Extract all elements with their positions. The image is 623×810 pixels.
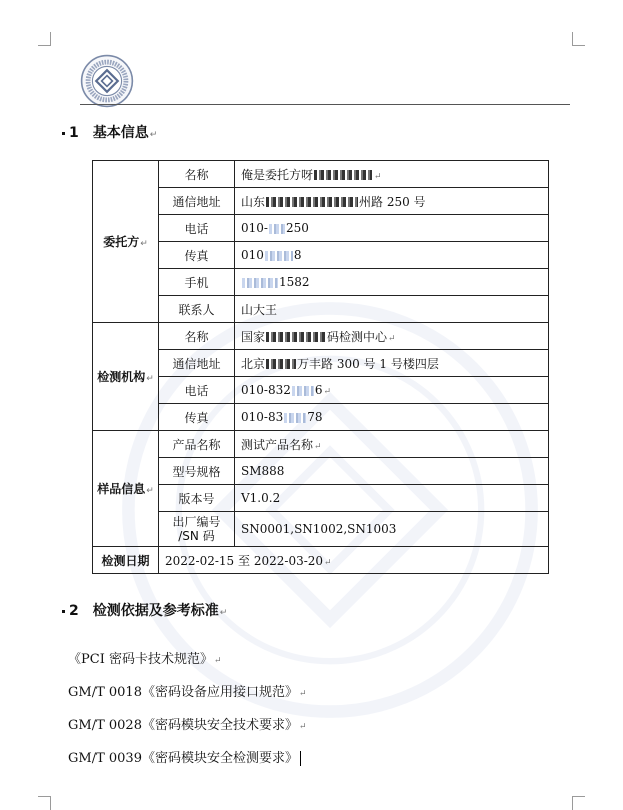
basic-info-table: [92, 160, 549, 574]
field-label: 通信地址: [159, 188, 235, 215]
table-row: [93, 485, 549, 512]
section-heading-1: [62, 122, 157, 142]
test-date-value: 2022-02-15 至 2022-03-20↵: [159, 547, 549, 574]
client-contact-value: 山大王: [235, 296, 549, 323]
crop-mark: [572, 32, 573, 46]
lab-name-value: 国家 码检测中心↵: [235, 323, 549, 350]
section-title: 基本信息: [92, 125, 149, 141]
section-heading-2: 2 检测依据及参考标准↵: [62, 600, 227, 620]
crop-mark: [50, 796, 51, 810]
field-label: 版本号: [159, 485, 235, 512]
client-mobile-value: 1582: [235, 269, 549, 296]
paragraph-mark: ↵: [149, 130, 158, 140]
table-row: [93, 161, 549, 188]
header-rule: [80, 104, 570, 105]
lab-fax-value: 010-83 78: [235, 404, 549, 431]
field-label: 型号规格: [159, 458, 235, 485]
table-row: [93, 458, 549, 485]
group-label-client: 委托方↵: [93, 161, 159, 323]
table-row: [93, 404, 549, 431]
reference-item[interactable]: GM/T 0039《密码模块安全检测要求》: [68, 747, 301, 766]
field-label: 出厂编号 /SN 码: [159, 512, 235, 547]
table-row: [93, 512, 549, 547]
field-label: 联系人: [159, 296, 235, 323]
group-label-lab: 检测机构↵: [93, 323, 159, 431]
reference-item: GM/T 0018《密码设备应用接口规范》↵: [68, 685, 307, 700]
table-row: [93, 269, 549, 296]
client-name-value: 俺是委托方呀 ↵: [235, 161, 549, 188]
table-row: [93, 350, 549, 377]
table-row: [93, 547, 549, 574]
table-row: [93, 296, 549, 323]
crop-mark: [573, 45, 585, 46]
table-row: [93, 215, 549, 242]
table-row: [93, 323, 549, 350]
heading-bullet: [62, 610, 65, 613]
field-label: 传真: [159, 404, 235, 431]
field-label: 通信地址: [159, 350, 235, 377]
field-label: 产品名称: [159, 431, 235, 458]
section-title: 检测依据及参考标准: [92, 603, 219, 619]
table-row: [93, 377, 549, 404]
section-number: 1: [69, 125, 79, 141]
group-label-sample: 样品信息↵: [93, 431, 159, 547]
field-label: 传真: [159, 242, 235, 269]
lab-address-value: 北京 万丰路 300 号 1 号楼四层: [235, 350, 549, 377]
crop-mark: [573, 796, 585, 797]
sample-version-value: V1.0.2: [235, 485, 549, 512]
group-label-test-date: 检测日期: [93, 547, 159, 574]
reference-item: 《PCI 密码卡技术规范》↵: [68, 652, 222, 667]
organization-seal-icon: [80, 54, 134, 108]
table-row: [93, 242, 549, 269]
crop-mark: [38, 796, 50, 797]
client-phone-value: 010- 250: [235, 215, 549, 242]
sample-serial-value: SN0001,SN1002,SN1003: [235, 512, 549, 547]
sample-model-value: SM888: [235, 458, 549, 485]
sample-product-value: 测试产品名称↵: [235, 431, 549, 458]
crop-mark: [50, 32, 51, 46]
field-label: 名称: [159, 323, 235, 350]
reference-item: GM/T 0028《密码模块安全技术要求》↵: [68, 718, 307, 733]
crop-mark: [572, 796, 573, 810]
table-row: [93, 188, 549, 215]
field-label: 手机: [159, 269, 235, 296]
text-cursor: [300, 751, 301, 766]
heading-bullet: [62, 132, 65, 135]
client-address-value: 山东 州路 250 号: [235, 188, 549, 215]
lab-phone-value: 010-832 6↵: [235, 377, 549, 404]
section-number: 2: [69, 603, 79, 619]
crop-mark: [38, 45, 50, 46]
field-label: 名称: [159, 161, 235, 188]
field-label: 电话: [159, 215, 235, 242]
table-row: [93, 431, 549, 458]
client-fax-value: 010 8: [235, 242, 549, 269]
field-label: 电话: [159, 377, 235, 404]
